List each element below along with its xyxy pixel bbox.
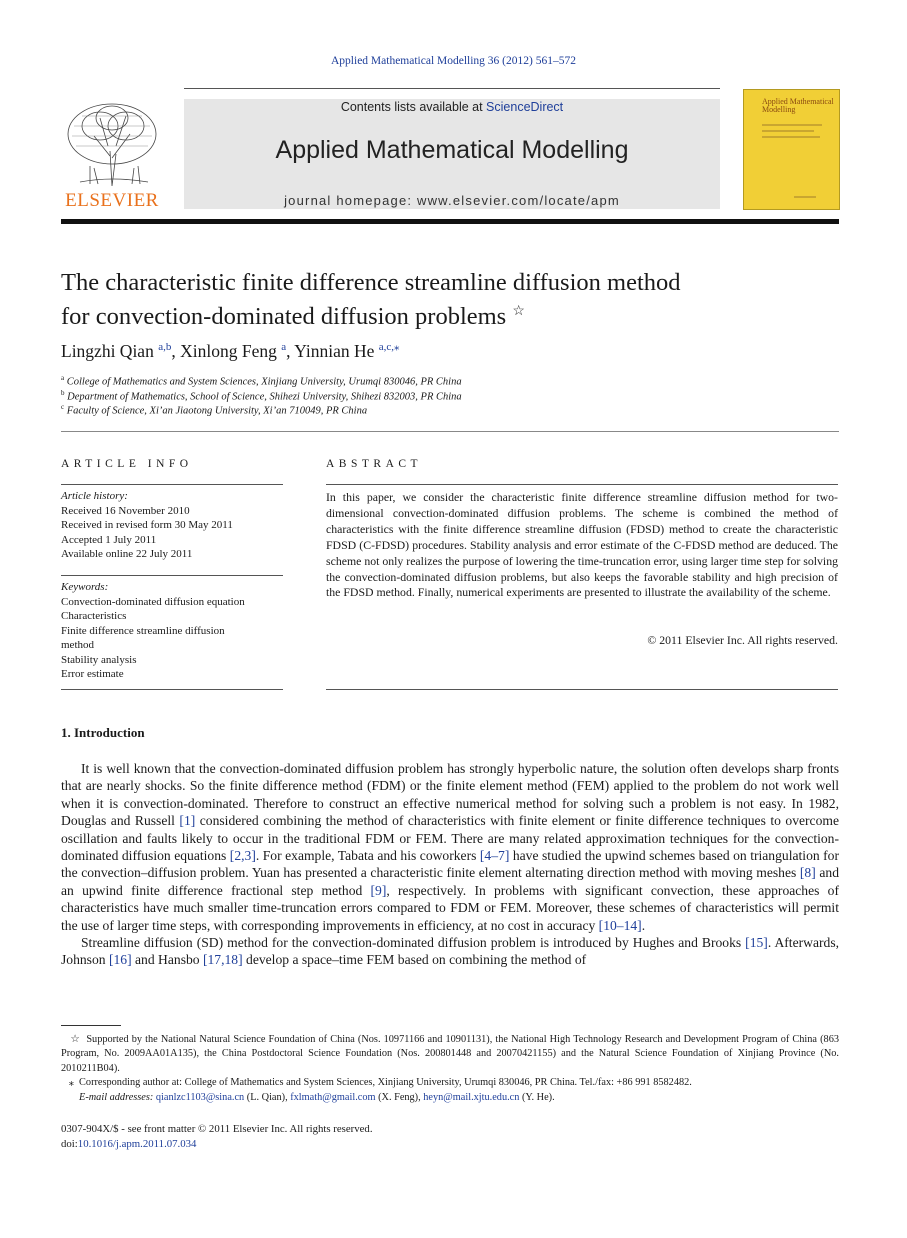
front-matter-info: [61, 1122, 373, 1151]
citation-link[interactable]: [10–14]: [598, 917, 642, 933]
footnote-text: Corresponding author at: College of Mathematics and System Sciences, Xinjiang University, Urumqi 830046, PR China. Tel./fax: +86 991 8582482.: [79, 1077, 692, 1089]
footnote-mark: ☆: [70, 1034, 81, 1045]
affiliation-mark: a: [61, 374, 65, 382]
doi-link[interactable]: 10.1016/j.apm.2011.07.034: [77, 1137, 197, 1150]
article-title: [61, 268, 841, 331]
sciencedirect-link[interactable]: ScienceDirect: [486, 100, 564, 114]
abstract-text: In this paper, we consider the characteristic finite difference streamline diffusion method for two-dimensional convection-dominated diffusion problems. The scheme is combined the method of characteristics with the finite difference streamline diffusion (FDSD) method to create the characteristic FDSD (C-FDSD) procedures. Stability analysis and error estimate of the C-FDSD method are deduced. The scheme not only realizes the purpose of lowering the time-truncation error, using larger time step for solving the convection-dominated diffusion problems, but also keeps the favorable stability and high precision of the FDSD method. Finally, numerical experiments are presented to illustrate the availability of the scheme.: [326, 490, 839, 600]
citation-link[interactable]: [4–7]: [479, 848, 510, 864]
doi-prefix: doi:: [61, 1137, 78, 1150]
author-affiliation-mark[interactable]: a,b: [158, 341, 172, 353]
author-list: [61, 340, 400, 362]
affiliation-text: Faculty of Science, Xi’an Jiaotong University, Xi’an 710049, PR China: [66, 405, 368, 417]
article-history: [61, 489, 283, 562]
email-link[interactable]: fxlmath@gmail.com: [290, 1091, 376, 1103]
affiliation-mark: c: [61, 403, 65, 411]
footnote-rule: [61, 1025, 121, 1026]
email-footnote: [61, 1091, 839, 1105]
journal-reference[interactable]: Applied Mathematical Modelling 36 (2012) 561–572: [331, 55, 576, 67]
issn-line: 0307-904X/$ - see front matter © 2011 Elsevier Inc. All rights reserved.: [61, 1123, 373, 1135]
cover-decoration: [762, 124, 822, 126]
keyword: Characteristics: [61, 610, 127, 622]
text-run: considered combining the method of characteristics with finite element or finite difference techniques to overcome oscillation and faults likely to occur in the traditional FDM or FEM. There are many related approximation techniques for the convection-dominated diffusion equations: [61, 813, 839, 864]
corresponding-author-footnote: [61, 1076, 839, 1090]
text-run: and an upwind finite difference fractional step method: [61, 865, 839, 898]
email-link[interactable]: heyn@mail.xjtu.edu.cn: [423, 1091, 520, 1103]
text-run: develop a space–time FEM based on combining the method of: [242, 952, 587, 968]
citation-link[interactable]: [9]: [370, 882, 387, 898]
footnotes: [61, 1033, 839, 1105]
author-name: Xinlong Feng: [180, 340, 277, 361]
text-run: have studied the upwind schemes based on triangulation for the convection–diffusion problem. Yuan has presented a characteristic finite element alternating direction method with moving meshes: [61, 848, 840, 881]
email-link[interactable]: qianlzc1103@sina.cn: [155, 1091, 245, 1103]
email-owner: (L. Qian),: [244, 1091, 291, 1103]
text-run: Streamline diffusion (SD) method for the convection-dominated diffusion problem is introduced by Hughes and Brooks: [81, 935, 746, 951]
keyword: method: [61, 639, 94, 651]
affiliation-mark: b: [61, 389, 65, 397]
title-line-1: The characteristic finite difference streamline diffusion method: [61, 269, 681, 296]
text-run: .: [641, 917, 646, 933]
citation-link[interactable]: [8]: [799, 865, 816, 881]
title-line-2-text: for convection-dominated diffusion problems: [61, 303, 507, 331]
keyword: Stability analysis: [61, 653, 137, 666]
contents-prefix: Contents lists available at: [340, 100, 487, 114]
title-line-2: [61, 297, 841, 331]
contents-line: [184, 100, 720, 114]
cover-title: Applied Mathematical Modelling: [762, 97, 834, 114]
author-separator: ,: [286, 340, 295, 361]
elsevier-wordmark: ELSEVIER: [65, 190, 159, 211]
author-name: Yinnian He: [294, 340, 375, 361]
abstract-heading: ABSTRACT: [326, 458, 423, 470]
abstract-rule: [326, 484, 838, 485]
author-affiliation-mark[interactable]: a: [281, 341, 287, 353]
introduction-body: [61, 760, 839, 969]
history-item: Accepted 1 July 2011: [61, 533, 157, 546]
text-run: It is well known that the convection-dominated diffusion problem has strongly hyperbolic nature, the solution often develops sharp fronts that are nearly shocks. So the finite difference method (FDM) or the finite element method (FEM) applied to the problem do not work well when it is convection-dominated. Therefore to construct an effective numerical method for solving such a problem is not easy. In 1982, Douglas and Russell: [61, 761, 839, 829]
title-footnote-mark[interactable]: ☆: [512, 304, 525, 319]
paragraph: [61, 934, 839, 969]
article-info-bottom-rule: [61, 689, 283, 690]
journal-name: Applied Mathematical Modelling: [275, 136, 629, 164]
article-info-rule: [61, 484, 283, 485]
keyword: Finite difference streamline diffusion: [61, 624, 225, 637]
author-name: Lingzhi Qian: [61, 340, 154, 361]
header-thick-rule: [61, 219, 839, 224]
email-owner: (Y. He).: [519, 1091, 555, 1103]
affiliation: [61, 374, 462, 388]
affiliation-rule: [61, 431, 839, 432]
keywords: [61, 580, 283, 682]
citation-link[interactable]: [16]: [108, 952, 132, 968]
keyword: Error estimate: [61, 668, 124, 680]
email-owner: (X. Feng),: [375, 1091, 424, 1103]
history-item: Available online 22 July 2011: [61, 548, 193, 560]
citation-link[interactable]: [1]: [179, 813, 196, 829]
author-affiliation-mark[interactable]: a,c,⁎: [378, 341, 400, 353]
history-item: Received 16 November 2010: [61, 504, 190, 517]
cover-decoration: [762, 136, 820, 138]
keywords-label: Keywords:: [61, 581, 109, 593]
abstract-bottom-rule: [326, 689, 838, 690]
article-info-divider: [61, 575, 283, 576]
history-item: Received in revised form 30 May 2011: [61, 519, 233, 531]
text-run: and Hansbo: [131, 952, 203, 968]
section-heading: 1. Introduction: [61, 725, 145, 740]
affiliation: [61, 403, 367, 417]
copyright: © 2011 Elsevier Inc. All rights reserved.: [647, 633, 838, 647]
citation-link[interactable]: [15]: [745, 935, 768, 951]
paragraph: [61, 760, 839, 934]
text-run: . For example, Tabata and his coworkers: [255, 848, 480, 864]
article-info-heading: ARTICLE INFO: [61, 458, 193, 470]
cover-decoration: [762, 130, 814, 132]
funding-footnote: [61, 1033, 839, 1076]
author-separator: ,: [171, 340, 181, 361]
text-run: . Afterwards, Johnson: [61, 935, 840, 968]
history-label: Article history:: [61, 490, 128, 502]
affiliation: [61, 389, 462, 403]
footnote-mark: ⁎: [68, 1077, 74, 1089]
text-run: , respectively. In problems with significant convection, these approaches of characteristics have much smaller time-truncation errors compared to FDM or FEM. Moreover, these schemes of characteristics will permit the use of larger time steps, with corresponding improvements in efficiency, at no cost in accuracy: [61, 882, 839, 933]
journal-cover-thumbnail[interactable]: [743, 89, 840, 210]
cover-decoration: [794, 196, 816, 198]
affiliation-text: College of Mathematics and System Sciences, Xinjiang University, Urumqi 830046, PR China: [66, 376, 462, 388]
citation-link[interactable]: [17,18]: [202, 952, 243, 968]
citation-link[interactable]: [2,3]: [229, 848, 256, 864]
footnote-text: Supported by the National Natural Science Foundation of China (Nos. 10971166 and 10901131), the National High Technology Research and Development Program of China (863 Program, No. 2009AA01A135), the China Postdoctoral Science Foundation (Nos. 200801448 and 20070421155) and the Natural Science Foundation of Xinjiang Province (No. 2010211B04).: [61, 1034, 839, 1074]
header-rule: [184, 88, 720, 89]
affiliation-text: Department of Mathematics, School of Science, Shihezi University, Shihezi 832003, PR China: [67, 391, 462, 403]
email-label: E-mail addresses:: [79, 1091, 154, 1103]
doi-line: [61, 1137, 373, 1152]
journal-homepage[interactable]: journal homepage: www.elsevier.com/locate/apm: [284, 193, 620, 208]
keyword: Convection-dominated diffusion equation: [61, 595, 245, 608]
